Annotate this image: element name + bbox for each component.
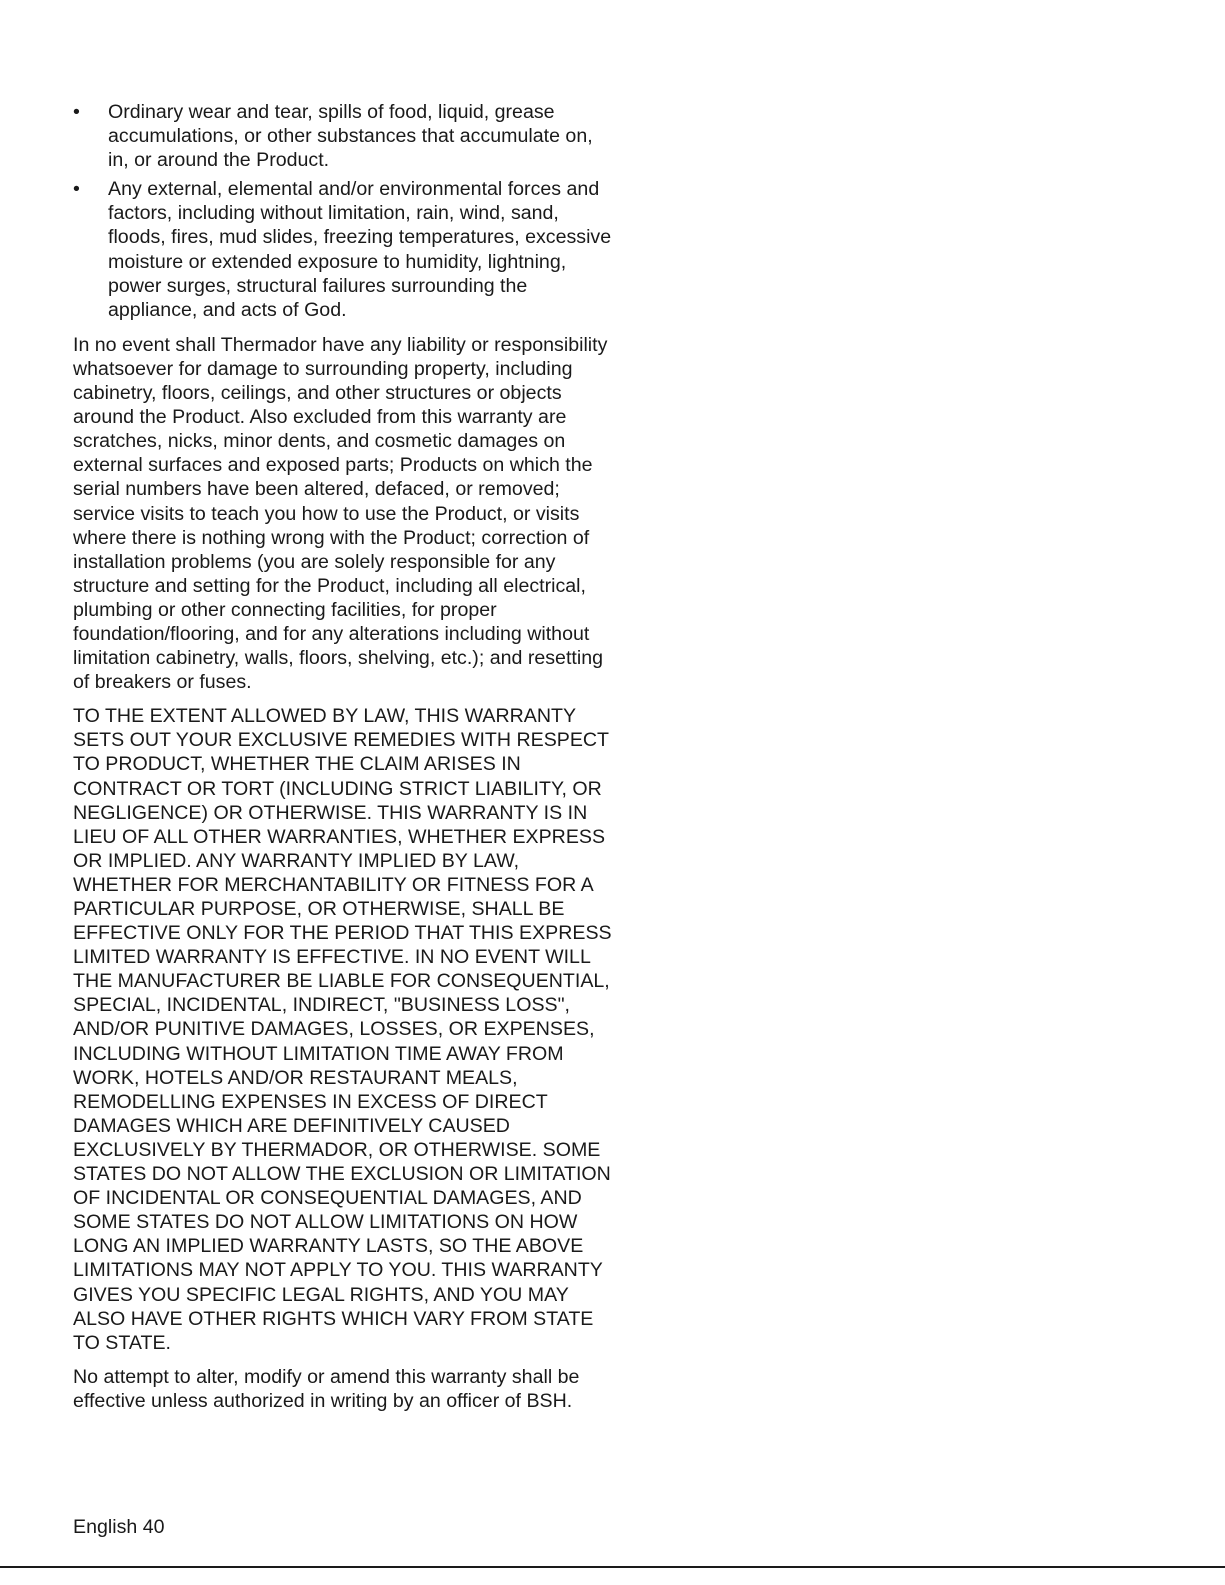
warranty-text-column: [73, 100, 613, 1423]
exclusions-bullet-list: [73, 100, 613, 322]
amendment-paragraph: No attempt to alter, modify or amend this warranty shall be effective unless authorized in writing by an officer of BSH.: [73, 1365, 580, 1412]
page-number: English 40: [73, 1516, 165, 1538]
bullet-icon: •: [73, 101, 80, 123]
bullet-icon: •: [73, 178, 80, 201]
bullet-text: Ordinary wear and tear, spills of food, liquid, grease accumulations, or other substances that accumulate on, in, or around the Product.: [108, 101, 593, 172]
page-footer: [73, 1515, 165, 1539]
list-item: [73, 100, 613, 172]
list-item: [73, 177, 613, 322]
liability-paragraph: In no event shall Thermador have any liability or responsibility whatsoever for damage to surrounding property, including cabinetry, floors, ceilings, and other structures or objects around the Product. Also excluded from this warranty are scratches, nicks, minor dents, and cosmetic damages on external surfaces and exposed parts; Products on which the serial numbers have been altered, defaced, or removed; service visits to teach you how to use the Product, or visits where there is nothing wrong with the Product; correction of installation problems (you are solely responsible for any structure and setting for the Product, including all electrical, plumbing or other connecting facilities, for proper foundation/flooring, and for any alterations including without limitation cabinetry, walls, floors, shelving, etc.); and resetting of breakers or fuses.: [73, 333, 608, 694]
bullet-text: Any external, elemental and/or environmental forces and factors, including without limitation, rain, wind, sand, floods, fires, mud slides, freezing temperatures, excessive moisture or extended exposure to humidity, lightning, power surges, structural failures surrounding the appliance, and acts of God.: [108, 178, 612, 321]
legal-disclaimer-paragraph: TO THE EXTENT ALLOWED BY LAW, THIS WARRANTY SETS OUT YOUR EXCLUSIVE REMEDIES WITH RESPECT TO PRODUCT, WHETHER THE CLAIM ARISES IN CONTRACT OR TORT (INCLUDING STRICT LIABILITY, OR NEGLIGENCE) OR OTHERWISE. THIS WARRANTY IS IN LIEU OF ALL OTHER WARRANTIES, WHETHER EXPRESS OR IMPLIED. ANY WARRANTY IMPLIED BY LAW, WHETHER FOR MERCHANTABILITY OR FITNESS FOR A PARTICULAR PURPOSE, OR OTHERWISE, SHALL BE EFFECTIVE ONLY FOR THE PERIOD THAT THIS EXPRESS LIMITED WARRANTY IS EFFECTIVE. IN NO EVENT WILL THE MANUFACTURER BE LIABLE FOR CONSEQUENTIAL, SPECIAL, INCIDENTAL, INDIRECT, "BUSINESS LOSS", AND/OR PUNITIVE DAMAGES, LOSSES, OR EXPENSES, INCLUDING WITHOUT LIMITATION TIME AWAY FROM WORK, HOTELS AND/OR RESTAURANT MEALS, REMODELLING EXPENSES IN EXCESS OF DIRECT DAMAGES WHICH ARE DEFINITIVELY CAUSED EXCLUSIVELY BY THERMADOR, OR OTHERWISE. SOME STATES DO NOT ALLOW THE EXCLUSION OR LIMITATION OF INCIDENTAL OR CONSEQUENTIAL DAMAGES, AND SOME STATES DO NOT ALLOW LIMITATIONS ON HOW LONG AN IMPLIED WARRANTY LASTS, SO THE ABOVE LIMITATIONS MAY NOT APPLY TO YOU. THIS WARRANTY GIVES YOU SPECIFIC LEGAL RIGHTS, AND YOU MAY ALSO HAVE OTHER RIGHTS WHICH VARY FROM STATE TO STATE.: [73, 705, 612, 1354]
bottom-divider: [0, 1566, 1225, 1568]
